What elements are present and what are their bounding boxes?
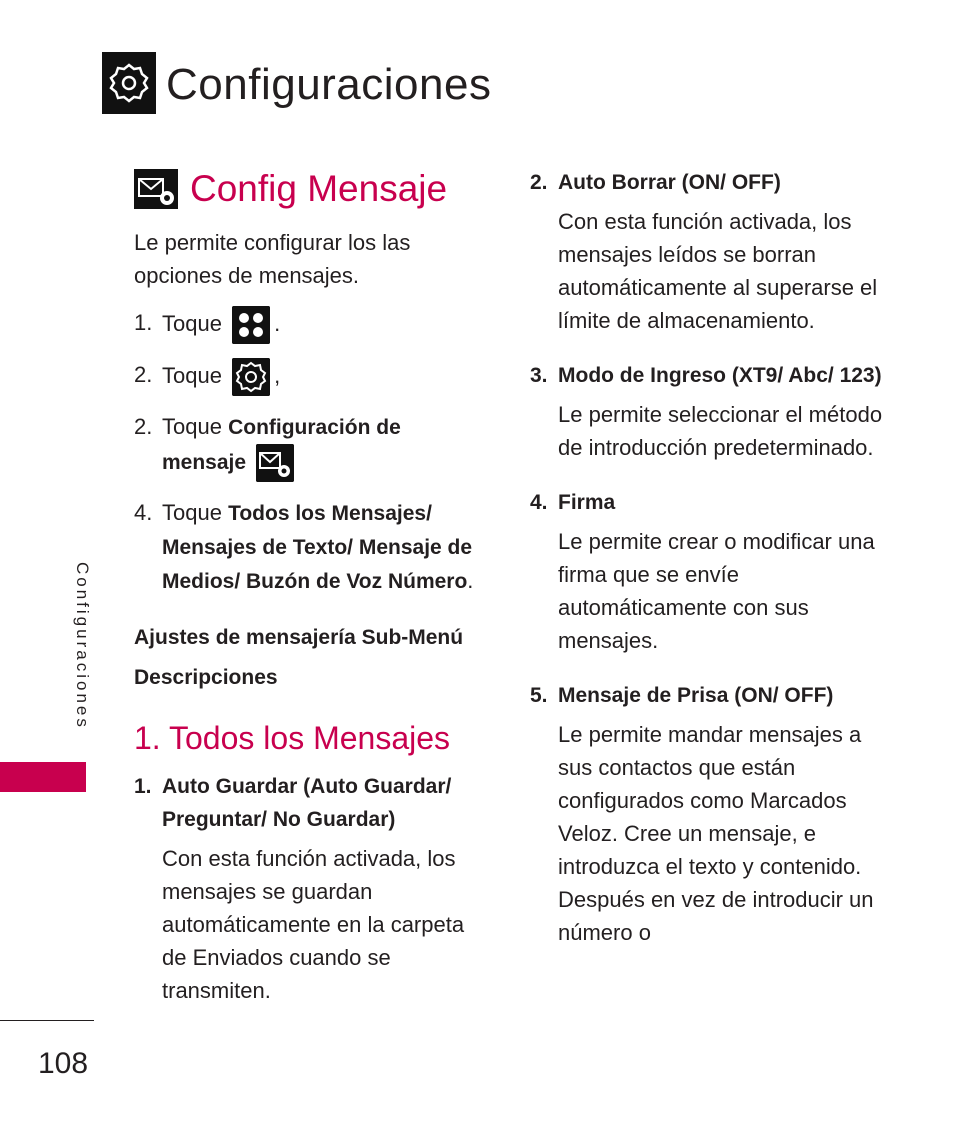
item-title: Firma bbox=[558, 491, 616, 514]
step-text: Toque bbox=[162, 310, 222, 336]
right-item-3 bbox=[530, 359, 890, 464]
subsection-title: 1. Todos los Mensajes bbox=[134, 720, 451, 756]
section-title: Config Mensaje bbox=[190, 168, 448, 209]
step-text: Toque bbox=[162, 414, 222, 439]
item-body: Le permite mandar mensajes a sus contactos que están configurados como Marcados Veloz. Cree un mensaje, e introduzca el texto y contenido. Después en vez de introducir un número o bbox=[558, 722, 874, 945]
section-header bbox=[134, 166, 479, 212]
step-punct: , bbox=[274, 362, 281, 388]
gear-icon bbox=[232, 358, 270, 396]
item-number: 2. bbox=[530, 171, 548, 194]
item-title: Auto Guardar (Auto Guardar/ Preguntar/ No Guardar) bbox=[162, 775, 452, 831]
right-item-4 bbox=[530, 486, 890, 657]
section-intro: Le permite configurar los las opciones de mensajes. bbox=[134, 230, 411, 288]
item-number: 4. bbox=[530, 491, 548, 514]
left-column bbox=[134, 166, 479, 1029]
item-title: Auto Borrar (ON/ OFF) bbox=[558, 171, 781, 194]
side-tab-label: Configuraciones bbox=[73, 562, 92, 730]
chapter-gear-icon bbox=[102, 52, 156, 114]
item-title: Modo de Ingreso (XT9/ Abc/ 123) bbox=[558, 364, 882, 387]
step-number: 2. bbox=[134, 362, 153, 387]
step-target: Todos los Mensajes/ Mensajes de Texto/ Mensaje de Medios/ Buzón de Voz Número bbox=[162, 502, 473, 593]
step-3 bbox=[134, 410, 479, 482]
item-body: Le permite seleccionar el método de introducción predeterminado. bbox=[558, 402, 883, 460]
item-number: 5. bbox=[530, 684, 548, 707]
right-item-2 bbox=[530, 166, 890, 337]
left-item-1 bbox=[134, 770, 479, 1007]
page-number: 108 bbox=[38, 1047, 89, 1080]
item-body: Con esta función activada, los mensajes se guardan automáticamente en la carpeta de Enviados cuando se transmiten. bbox=[162, 846, 465, 1003]
message-settings-icon bbox=[134, 169, 178, 209]
step-number: 4. bbox=[134, 500, 153, 525]
step-target: Configuración de mensaje bbox=[162, 416, 401, 474]
side-tab-bar bbox=[0, 762, 86, 792]
step-4 bbox=[134, 496, 479, 598]
step-punct: . bbox=[467, 568, 474, 593]
step-text: Toque bbox=[162, 500, 222, 525]
item-body: Le permite crear o modificar una firma que se envíe automáticamente con sus mensajes. bbox=[558, 529, 875, 653]
apps-grid-icon bbox=[232, 306, 270, 344]
step-2 bbox=[134, 358, 479, 396]
item-number: 1. bbox=[134, 775, 152, 798]
right-column bbox=[530, 166, 890, 971]
item-number: 3. bbox=[530, 364, 548, 387]
step-number: 1. bbox=[134, 310, 153, 335]
item-title: Mensaje de Prisa (ON/ OFF) bbox=[558, 684, 834, 707]
step-punct: . bbox=[274, 310, 281, 336]
page-rule bbox=[0, 1020, 94, 1021]
chapter-title: Configuraciones bbox=[166, 60, 492, 109]
step-text: Toque bbox=[162, 362, 222, 388]
item-body: Con esta función activada, los mensajes leídos se borran automáticamente al superarse el límite de almacenamiento. bbox=[558, 209, 878, 333]
message-settings-icon bbox=[256, 444, 294, 482]
step-1 bbox=[134, 306, 479, 344]
submenu-heading: Ajustes de mensajería Sub-Menú Descripciones bbox=[134, 626, 464, 689]
step-number: 2. bbox=[134, 414, 153, 439]
right-item-5 bbox=[530, 679, 890, 949]
